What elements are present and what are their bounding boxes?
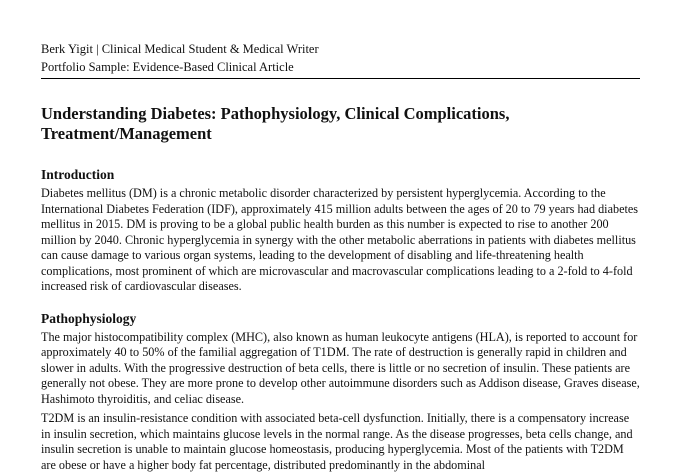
- section-heading-pathophysiology: Pathophysiology: [41, 310, 137, 326]
- header-divider: [41, 78, 640, 79]
- pathophysiology-paragraph-1: The major histocompatibility complex (MHC), also known as human leukocyte antigens (HLA), is reported to account for approximately 40 to 50% of the familial aggregation of T1DM. The rate of destruction is generally rapid in children and slower in adults. With the progressive destruction of beta cells, there is little or no secretion of insulin. These patients are generally not obese. They are more prone to develop other autoimmune disorders such as Addison disease, Graves disease, Hashimoto thyroiditis, and celiac disease.: [41, 329, 640, 406]
- portfolio-subtitle: Portfolio Sample: Evidence-Based Clinical Article: [41, 60, 294, 74]
- document-page: [41, 40, 640, 473]
- section-heading-introduction: Introduction: [41, 167, 115, 182]
- author-line: Berk Yigit | Clinical Medical Student & Medical Writer: [41, 42, 319, 56]
- introduction-paragraph: Diabetes mellitus (DM) is a chronic metabolic disorder characterized by persistent hyperglycemia. According to the International Diabetes Federation (IDF), approximately 415 million adults between the ages of 20 to 79 years had diabetes mellitus in 2015. DM is proving to be a global public health burden as this number is expected to rise to another 200 million by 2040. Chronic hyperglycemia in synergy with the other metabolic aberrations in patients with diabetes mellitus can cause damage to various organ systems, leading to the development of disabling and life-threatening health complications, most prominent of which are microvascular and macrovascular complications leading to a 2-fold to 4-fold increased risk of cardiovascular diseases.: [41, 186, 639, 293]
- article-title: Understanding Diabetes: Pathophysiology, Clinical Complications, Treatment/Management: [41, 104, 510, 143]
- pathophysiology-paragraph-2: T2DM is an insulin-resistance condition with associated beta-cell dysfunction. Initially, there is a compensatory increase in insulin secretion, which maintains glucose levels in the normal range. As the disease progresses, beta cells change, and insulin secretion is unable to maintain glucose homeostasis, producing hyperglycemia. Most of the patients with T2DM are obese or have a higher body fat percentage, distributed predominantly in the abdominal: [41, 411, 633, 472]
